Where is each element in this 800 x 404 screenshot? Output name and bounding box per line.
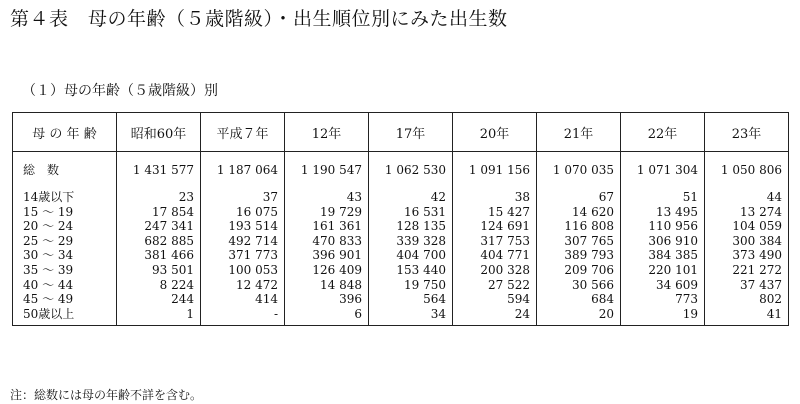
table-cell: 24 (453, 307, 537, 326)
row-label: 50歳以上 (13, 307, 117, 326)
table-cell: 396 (285, 292, 369, 307)
table-cell: 1 062 530 (369, 152, 453, 183)
table-cell: 16 075 (201, 205, 285, 220)
table-cell: 384 385 (621, 248, 705, 263)
table-subtitle: （１）母の年齢（５歳階級）別 (22, 83, 218, 99)
table-cell: 594 (453, 292, 537, 307)
row-label: 15 ～ 19 (13, 205, 117, 220)
table-row (13, 292, 789, 307)
table-cell: 317 753 (453, 234, 537, 249)
row-label: 25 ～ 29 (13, 234, 117, 249)
table-cell: 1 190 547 (285, 152, 369, 183)
table-cell: 1 431 577 (117, 152, 201, 183)
table-cell: 37 437 (705, 278, 789, 293)
table-cell: 209 706 (537, 263, 621, 278)
table-cell: 8 224 (117, 278, 201, 293)
table-cell: 110 956 (621, 219, 705, 234)
table-cell: 15 427 (453, 205, 537, 220)
table-cell: 470 833 (285, 234, 369, 249)
table-row (13, 307, 789, 326)
column-header: 23年 (705, 113, 789, 152)
table-cell: 381 466 (117, 248, 201, 263)
column-header: 20年 (453, 113, 537, 152)
column-header: 昭和60年 (117, 113, 201, 152)
column-header: 17年 (369, 113, 453, 152)
table-cell: 153 440 (369, 263, 453, 278)
table-cell: 1 050 806 (705, 152, 789, 183)
table-cell: 396 901 (285, 248, 369, 263)
table-cell: 93 501 (117, 263, 201, 278)
table-cell: 1 187 064 (201, 152, 285, 183)
table-cell: 34 (369, 307, 453, 326)
total-row (13, 152, 789, 183)
table-cell: 684 (537, 292, 621, 307)
column-header: 12年 (285, 113, 369, 152)
table-row (13, 219, 789, 234)
table-cell: 17 854 (117, 205, 201, 220)
table-cell: 67 (537, 190, 621, 205)
table-cell: 19 750 (369, 278, 453, 293)
table-cell: 42 (369, 190, 453, 205)
table-row (13, 205, 789, 220)
table-cell: 307 765 (537, 234, 621, 249)
table-cell: 14 620 (537, 205, 621, 220)
table-cell: 339 328 (369, 234, 453, 249)
table-cell: 14 848 (285, 278, 369, 293)
row-label: 総 数 (13, 152, 117, 183)
births-by-mother-age-table (12, 112, 789, 326)
table-cell: 193 514 (201, 219, 285, 234)
row-label: 40 ～ 44 (13, 278, 117, 293)
table-cell: 247 341 (117, 219, 201, 234)
table-cell: 220 101 (621, 263, 705, 278)
row-label: 30 ～ 34 (13, 248, 117, 263)
table-row (13, 248, 789, 263)
table-cell: 802 (705, 292, 789, 307)
table-cell: 244 (117, 292, 201, 307)
table-cell: 373 490 (705, 248, 789, 263)
table-cell: 371 773 (201, 248, 285, 263)
table-cell: 300 384 (705, 234, 789, 249)
table-cell: 27 522 (453, 278, 537, 293)
table-cell: 200 328 (453, 263, 537, 278)
row-label: 20 ～ 24 (13, 219, 117, 234)
table-cell: 116 808 (537, 219, 621, 234)
table-cell: 124 691 (453, 219, 537, 234)
table-cell: 1 091 156 (453, 152, 537, 183)
column-header: 22年 (621, 113, 705, 152)
table-cell: 161 361 (285, 219, 369, 234)
table-row (13, 234, 789, 249)
table-cell: 404 771 (453, 248, 537, 263)
table-row (13, 263, 789, 278)
table-cell: 1 070 035 (537, 152, 621, 183)
row-label: 35 ～ 39 (13, 263, 117, 278)
table-cell: 564 (369, 292, 453, 307)
table-cell: 51 (621, 190, 705, 205)
table-cell: 16 531 (369, 205, 453, 220)
table-cell: 404 700 (369, 248, 453, 263)
column-header: 平成７年 (201, 113, 285, 152)
table-cell: 104 059 (705, 219, 789, 234)
table-cell: 306 910 (621, 234, 705, 249)
table-cell: 1 (117, 307, 201, 326)
table-cell: 43 (285, 190, 369, 205)
table-cell: 41 (705, 307, 789, 326)
spacer-row (13, 182, 789, 190)
table-cell: 389 793 (537, 248, 621, 263)
table-cell: 30 566 (537, 278, 621, 293)
table-cell: 682 885 (117, 234, 201, 249)
table-cell: 19 729 (285, 205, 369, 220)
table-cell: 19 (621, 307, 705, 326)
table-cell: 34 609 (621, 278, 705, 293)
row-label: 14歳以下 (13, 190, 117, 205)
table-cell: 6 (285, 307, 369, 326)
table-cell: 44 (705, 190, 789, 205)
column-header: 21年 (537, 113, 621, 152)
table-cell: 221 272 (705, 263, 789, 278)
table-cell: 773 (621, 292, 705, 307)
corner-header: 母 の 年 齢 (13, 113, 117, 152)
table-cell: 37 (201, 190, 285, 205)
table-cell: 126 409 (285, 263, 369, 278)
page-title: 第４表 母の年齢（５歳階級）・出生順位別にみた出生数 (10, 8, 508, 30)
table-cell: 100 053 (201, 263, 285, 278)
header-row (13, 113, 789, 152)
row-label: 45 ～ 49 (13, 292, 117, 307)
table-row (13, 190, 789, 205)
table-row (13, 278, 789, 293)
table-cell: - (201, 307, 285, 326)
table-cell: 13 495 (621, 205, 705, 220)
table-cell: 414 (201, 292, 285, 307)
table-cell: 20 (537, 307, 621, 326)
table-cell: 38 (453, 190, 537, 205)
table-cell: 13 274 (705, 205, 789, 220)
table-cell: 23 (117, 190, 201, 205)
footnote: 注：総数には母の年齢不詳を含む。 (10, 388, 203, 402)
table-cell: 1 071 304 (621, 152, 705, 183)
table-cell: 128 135 (369, 219, 453, 234)
table-cell: 492 714 (201, 234, 285, 249)
table-cell: 12 472 (201, 278, 285, 293)
